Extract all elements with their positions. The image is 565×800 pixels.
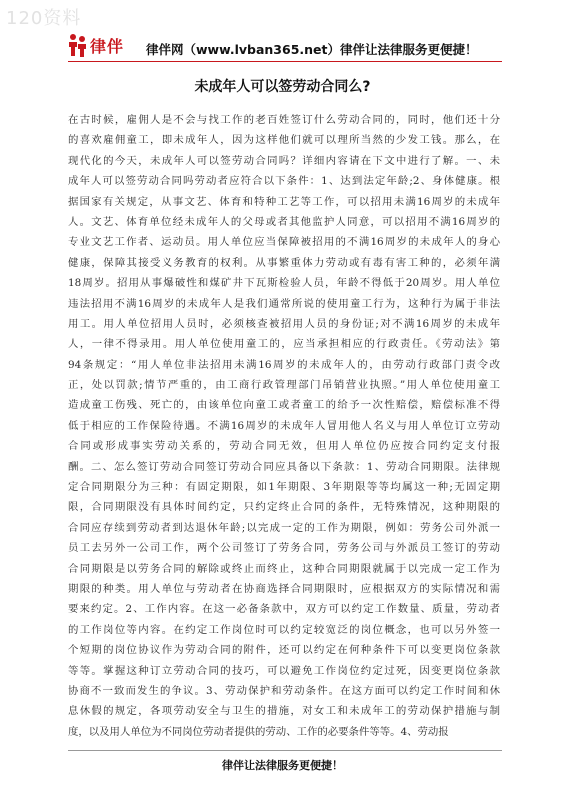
body-line: 要来约定。2、工作内容。在这一必备条款中，双方可以约定工作数量、质量，劳动者 — [68, 603, 500, 616]
body-line: 据国家有关规定，从事文艺、体育和特种工艺等工作，可以招用未满16周岁的未成年 — [68, 195, 500, 208]
body-line: 等等。掌握这种订立劳动合同的技巧，可以避免工作岗位约定过死，因变更岗位条款 — [68, 664, 500, 677]
document-body — [68, 110, 500, 742]
body-line: 员工去另外一公司工作，两个公司签订了劳务合同，劳务公司与外派员工签订的劳动 — [68, 542, 500, 555]
people-logo-icon — [68, 32, 90, 58]
body-line: 个短期的岗位协议作为劳动合同的附件，还可以约定在何种条件下可以变更岗位条款 — [68, 644, 500, 657]
lvban-logo — [68, 32, 128, 60]
body-line: 合同期限是以劳务合同的解除或终止而终止，这种合同期限就属于以完成一定工作为 — [68, 562, 500, 575]
watermark: 120资料 — [6, 8, 82, 29]
body-line: 度，以及用人单位为不同岗位劳动者提供的劳动、工作的必要条件等等。4、劳动报 — [68, 725, 449, 738]
body-line: 合同应存续到劳动者到达退休年龄;以完成一定的工作为期限，例如：劳务公司外派一 — [68, 521, 500, 534]
body-line: 违法招用不满16周岁的未成年人是我们通常所说的使用童工行为，这种行为属于非法 — [68, 297, 500, 310]
body-line: 造成童工伤残、死亡的，由该单位向童工或者童工的给予一次性赔偿，赔偿标准不得 — [68, 399, 500, 412]
body-line: 18周岁。招用从事爆破性和煤矿井下瓦斯检验人员，年龄不得低于20周岁。用人单位 — [68, 277, 500, 290]
body-line: 期限的种类。用人单位与劳动者在协商选择合同期限时，应根据双方的实际情况和需 — [68, 582, 500, 595]
body-line: 合同或形成事实劳动关系的，劳动合同无效，但用人单位仍应按合同约定支付报 — [68, 440, 500, 453]
body-line: 低于相应的工作保险待遇。不满16周岁的未成年人冒用他人名义与用人单位订立劳动 — [68, 419, 500, 432]
body-line: 用工。用人单位招用人员时，必须核查被招用人员的身份证;对不满16周岁的未成年 — [68, 317, 500, 330]
body-line: 成年人可以签劳动合同吗劳动者应符合以下条件：1、达到法定年龄;2、身体健康。根 — [68, 175, 500, 188]
site-slogan-link[interactable]: 律伴网（www.lvban365.net）律伴让法律服务更便捷！ — [146, 42, 478, 57]
body-line: 限，合同期限没有具体时间约定，只约定终止合同的条件，无特殊情况，这种期限的 — [68, 501, 500, 514]
header-divider — [68, 61, 502, 62]
body-line: 在古时候，雇佣人是不会与找工作的老百姓签订什么劳动合同的，同时，他们还十分 — [68, 114, 500, 126]
body-line: 定合同期限分为三种：有固定期限，如1年期限、3年期限等等均属这一种;无固定期 — [68, 481, 500, 494]
logo-text: 律伴 — [90, 37, 125, 56]
body-line: 协商不一致而发生的争议。3、劳动保护和劳动条件。在这方面可以约定工作时间和休 — [68, 684, 500, 697]
body-line: 专业文艺工作者、运动员。用人单位应当保障被招用的不满16周岁的未成年人的身心 — [68, 236, 500, 249]
body-line: 的工作岗位等内容。在约定工作岗位时可以约定较宽泛的岗位概念，也可以另外签一 — [68, 623, 500, 636]
body-line: 正，处以罚款;情节严重的，由工商行政管理部门吊销营业执照。”用人单位使用童工 — [68, 379, 500, 392]
body-line: 息休假的规定，各项劳动安全与卫生的措施，对女工和未成年工的劳动保护措施与制 — [68, 705, 500, 718]
page-header — [0, 30, 565, 62]
body-line: 的喜欢雇佣童工，即未成年人，因为这样他们就可以理所当然的少发工钱。那么，在 — [68, 134, 500, 147]
footer-divider — [68, 750, 502, 751]
document-title: 未成年人可以签劳动合同么? — [194, 79, 371, 95]
body-line: 94条规定：“用人单位非法招用未满16周岁的未成年人的，由劳动行政部门责令改 — [68, 358, 500, 371]
body-line: 人。文艺、体育单位经未成年人的父母或者其他监护人同意，可以招用不满16周岁的 — [68, 215, 500, 228]
body-line: 健康，保障其接受义务教育的权利。从事繁重体力劳动或有毒有害工种的，必须年满 — [68, 256, 500, 269]
body-line: 人，一律不得录用。用人单位使用童工的，应当承担相应的行政责任。《劳动法》第 — [68, 338, 500, 351]
page-footer: 律伴让法律服务更便捷！ — [222, 759, 343, 772]
body-line: 酬。二、怎么签订劳动合同签订劳动合同应具备以下条款：1、劳动合同期限。法律规 — [68, 460, 500, 473]
body-line: 现代化的今天，未成年人可以签劳动合同吗？详细内容请在下文中进行了解。一、未 — [68, 154, 500, 167]
